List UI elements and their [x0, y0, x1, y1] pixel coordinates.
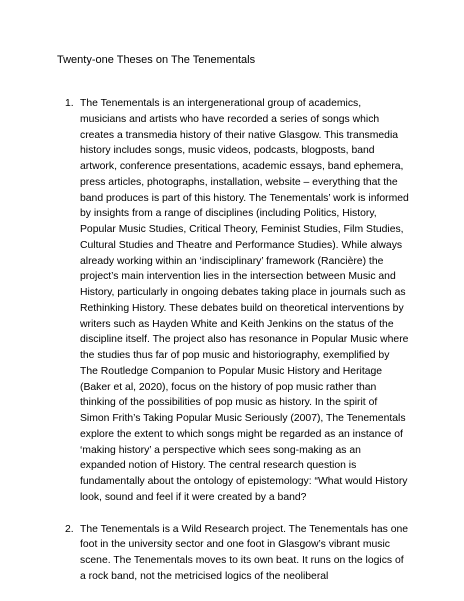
thesis-number: 1.	[65, 98, 74, 109]
thesis-item	[57, 96, 409, 506]
thesis-item	[57, 522, 409, 585]
thesis-text: The Tenementals is a Wild Research project. The Tenementals has one foot in the university sector and one foot in Glasgow’s vibrant music scene. The Tenementals moves to its own beat. It runs on the logics of a rock band, not the metricised logics of the neoliberal	[80, 523, 409, 582]
thesis-number: 2.	[65, 523, 74, 535]
document-title: Twenty-one Theses on The Tenementals	[57, 54, 256, 66]
theses-list	[57, 96, 409, 601]
thesis-text: The Tenementals is an intergenerational group of academics, musicians and artists who have recorded a series of songs which creates a transmedia history of their native Glasgow. This transmedia history includes songs, music videos, podcasts, blogposts, band artwork, conference presentations, academic essays, band ephemera, press articles, photographs, installation, website – everything that the band produces is part of this history. The Tenementals’ work is informed by insights from a range of disciplines (including Politics, History, Popular Music Studies, Critical Theory, Feminist Studies, Film Studies, Cultural Studies and Theatre and Performance Studies). While always already working within an ‘indisciplinary’ framework (Rancière) the project’s main intervention lies in the intersection between Music and History, particularly in ongoing debates taking place in journals such as Rethinking History. These debates build on theoretical interventions by writers such as Hayden White and Keith Jenkins on the status of the discipline itself. The project also has resonance in Popular Music where the studies thus far of pop music and historiography, exemplified by The Routledge Companion to Popular Music History and Heritage (Baker et al, 2020), focus on the history of pop music rather than thinking of the possibilities of pop music as history. In the spirit of Simon Frith’s Taking Popular Music Seriously (2007), The Tenementals explore the extent to which songs might be regarded as an instance of ‘making history’ a perspective which sees song-making as an expanded notion of History. The central research question is fundamentally about the ontology of epistemology: “What would History look, sound and feel if it were created by a band?	[80, 98, 409, 503]
